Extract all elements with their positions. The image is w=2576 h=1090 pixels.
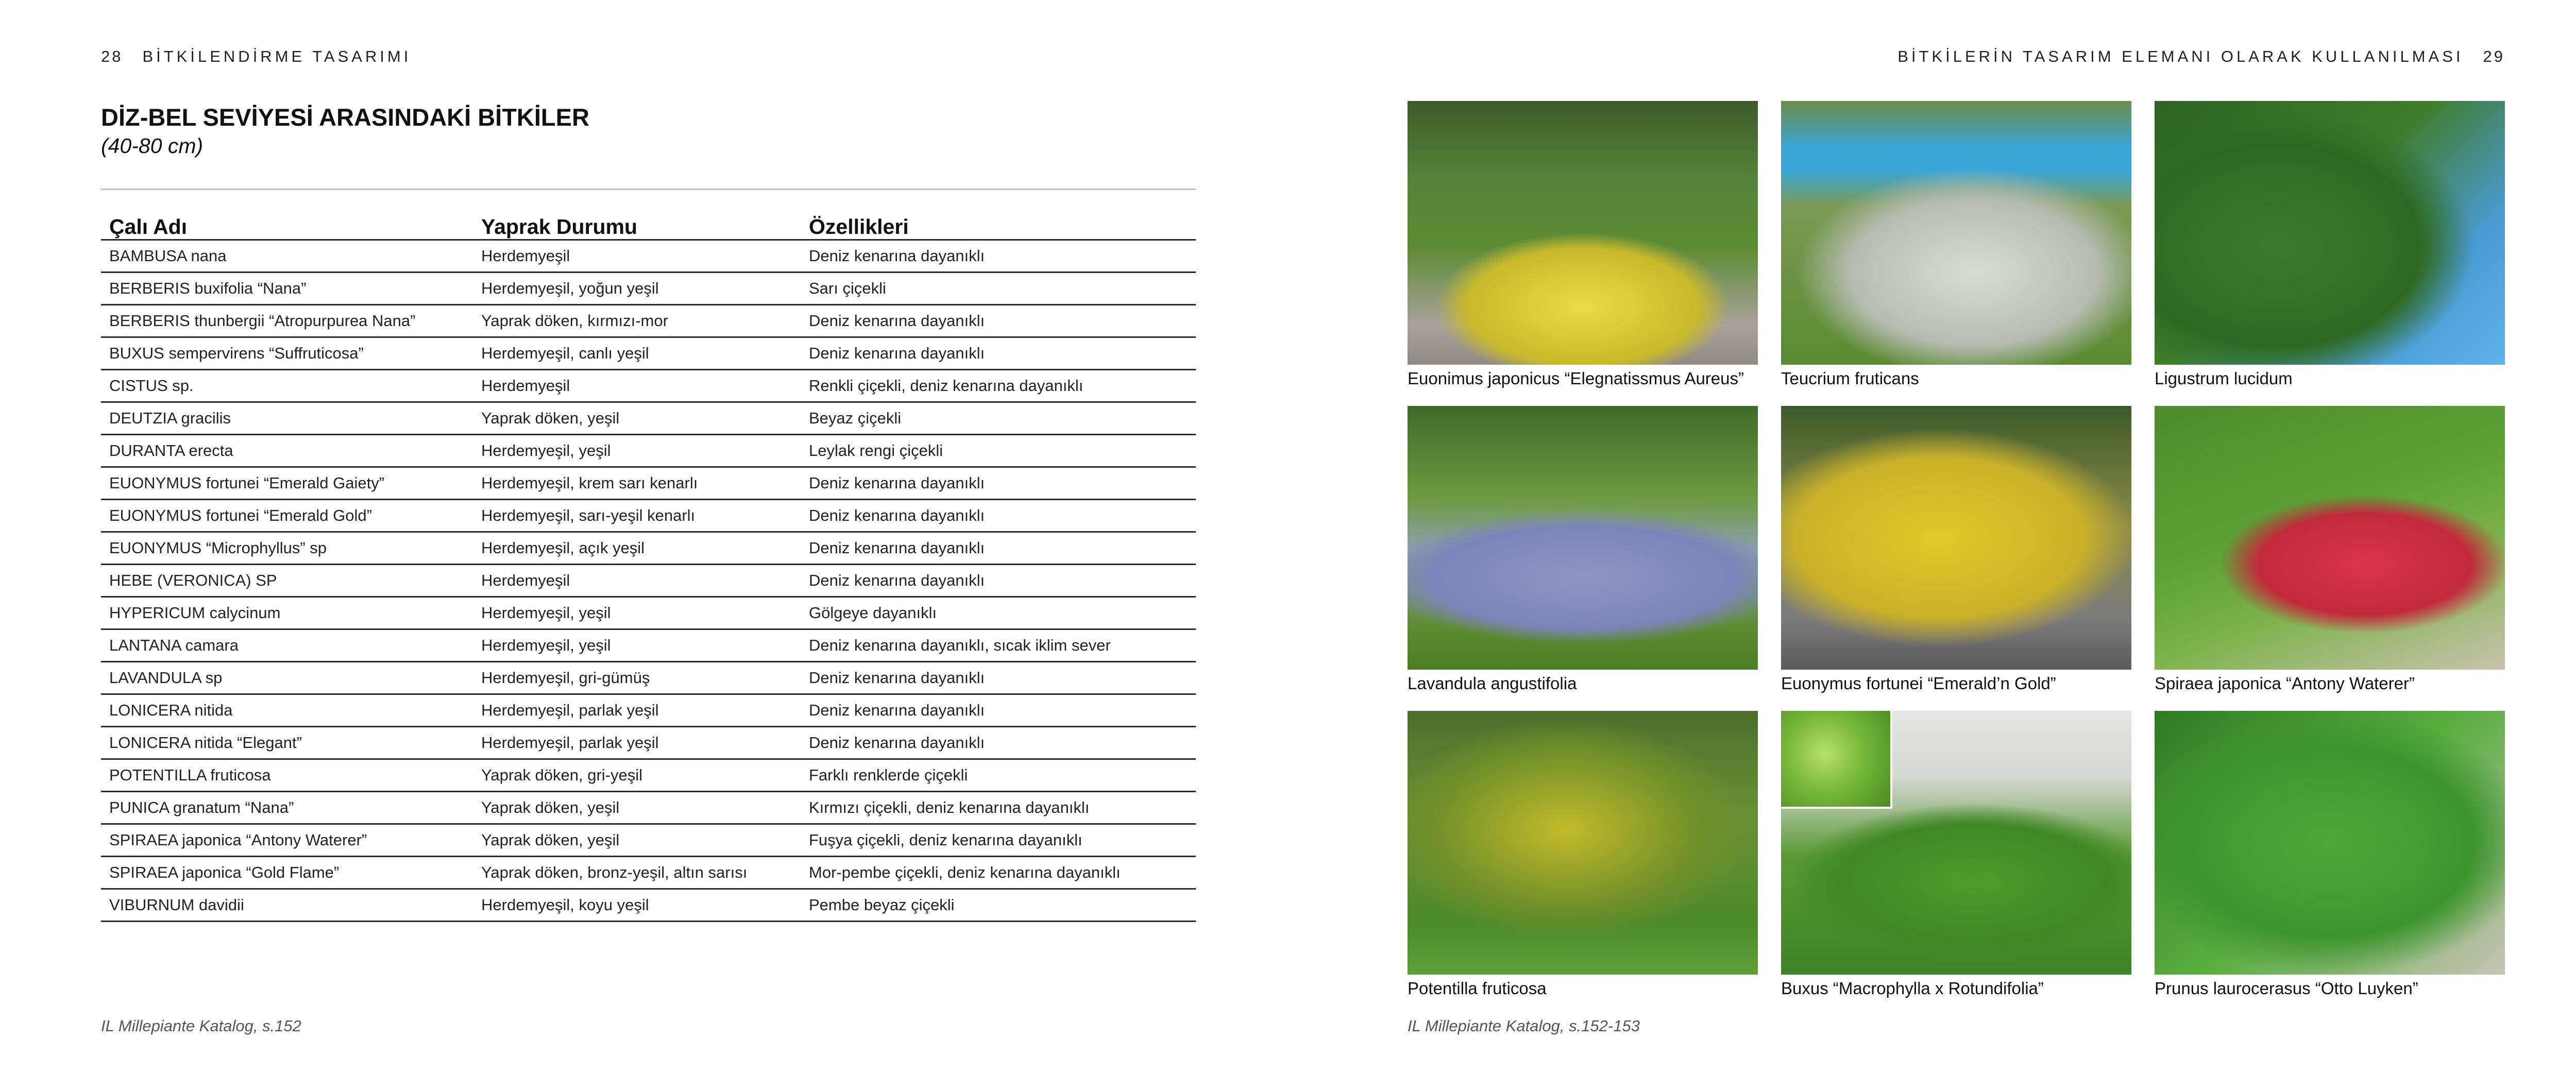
cell-leaf: Yaprak döken, gri-yeşil xyxy=(473,759,801,792)
section-title: DİZ-BEL SEVİYESİ ARASINDAKİ BİTKİLER xyxy=(101,104,589,131)
euonimus-photo xyxy=(1408,101,1758,365)
table-row xyxy=(101,727,1196,759)
table-row xyxy=(101,565,1196,597)
cell-features: Deniz kenarına dayanıklı xyxy=(801,240,1196,272)
title-divider xyxy=(101,189,1196,190)
photo-caption: Prunus laurocerasus “Otto Luyken” xyxy=(2155,979,2418,998)
column-header-features: Özellikleri xyxy=(801,207,1196,240)
photo-caption: Lavandula angustifolia xyxy=(1408,674,1577,693)
cell-features: Deniz kenarına dayanıklı xyxy=(801,662,1196,694)
cell-features: Farklı renklerde çiçekli xyxy=(801,759,1196,792)
buxus-photo xyxy=(1781,711,2131,975)
potentilla-photo xyxy=(1408,711,1758,975)
cell-name: VIBURNUM davidii xyxy=(101,889,473,922)
cell-leaf: Herdemyeşil, yeşil xyxy=(473,435,801,467)
cell-name: EUONYMUS fortunei “Emerald Gold” xyxy=(101,500,473,532)
table-row xyxy=(101,435,1196,467)
plant-photo-grid xyxy=(1408,101,2505,1008)
cell-name: DEUTZIA gracilis xyxy=(101,402,473,435)
photo-caption: Ligustrum lucidum xyxy=(2155,369,2293,388)
table-row xyxy=(101,500,1196,532)
running-head-left xyxy=(101,47,411,66)
cell-name: DURANTA erecta xyxy=(101,435,473,467)
table-row xyxy=(101,597,1196,629)
photo-cell xyxy=(1781,101,2131,388)
cell-leaf: Herdemyeşil xyxy=(473,565,801,597)
cell-name: EUONYMUS “Microphyllus” sp xyxy=(101,532,473,565)
table-row xyxy=(101,824,1196,857)
right-page xyxy=(1293,0,2576,1090)
cell-features: Deniz kenarına dayanıklı xyxy=(801,565,1196,597)
cell-features: Pembe beyaz çiçekli xyxy=(801,889,1196,922)
photo-cell xyxy=(2155,101,2505,388)
cell-leaf: Herdemyeşil, yeşil xyxy=(473,597,801,629)
cell-leaf: Herdemyeşil, canlı yeşil xyxy=(473,337,801,370)
table-row xyxy=(101,272,1196,305)
cell-leaf: Yaprak döken, yeşil xyxy=(473,824,801,857)
photo-caption: Teucrium fruticans xyxy=(1781,369,1919,388)
cell-features: Deniz kenarına dayanıklı xyxy=(801,467,1196,500)
table-row xyxy=(101,532,1196,565)
cell-leaf: Herdemyeşil, gri-gümüş xyxy=(473,662,801,694)
cell-name: EUONYMUS fortunei “Emerald Gaiety” xyxy=(101,467,473,500)
cell-name: SPIRAEA japonica “Gold Flame” xyxy=(101,857,473,889)
cell-features: Renkli çiçekli, deniz kenarına dayanıklı xyxy=(801,370,1196,402)
cell-features: Deniz kenarına dayanıklı xyxy=(801,500,1196,532)
cell-features: Deniz kenarına dayanıklı xyxy=(801,305,1196,337)
photo-cell xyxy=(2155,406,2505,693)
cell-features: Mor-pembe çiçekli, deniz kenarına dayanıklı xyxy=(801,857,1196,889)
table-row xyxy=(101,889,1196,922)
cell-name: BERBERIS buxifolia “Nana” xyxy=(101,272,473,305)
cell-name: HEBE (VERONICA) SP xyxy=(101,565,473,597)
cell-leaf: Yaprak döken, kırmızı-mor xyxy=(473,305,801,337)
cell-name: PUNICA granatum “Nana” xyxy=(101,792,473,824)
cell-features: Fuşya çiçekli, deniz kenarına dayanıklı xyxy=(801,824,1196,857)
cell-leaf: Yaprak döken, yeşil xyxy=(473,402,801,435)
table-row xyxy=(101,759,1196,792)
table-row xyxy=(101,792,1196,824)
column-header-name: Çalı Adı xyxy=(101,207,473,240)
table-row xyxy=(101,240,1196,272)
running-head-left-text: BİTKİLENDİRME TASARIMI xyxy=(142,47,412,65)
cell-name: BAMBUSA nana xyxy=(101,240,473,272)
cell-leaf: Herdemyeşil, yeşil xyxy=(473,629,801,662)
lavandula-photo xyxy=(1408,406,1758,670)
cell-leaf: Herdemyeşil xyxy=(473,370,801,402)
cell-name: LAVANDULA sp xyxy=(101,662,473,694)
table-row xyxy=(101,402,1196,435)
cell-features: Deniz kenarına dayanıklı xyxy=(801,532,1196,565)
cell-leaf: Herdemyeşil xyxy=(473,240,801,272)
cell-features: Deniz kenarına dayanıklı xyxy=(801,727,1196,759)
cell-name: BERBERIS thunbergii “Atropurpurea Nana” xyxy=(101,305,473,337)
photo-caption: Euonimus japonicus “Elegnatissmus Aureus” xyxy=(1408,369,1744,388)
table-row xyxy=(101,662,1196,694)
cell-leaf: Herdemyeşil, açık yeşil xyxy=(473,532,801,565)
cell-leaf: Herdemyeşil, koyu yeşil xyxy=(473,889,801,922)
table-row xyxy=(101,857,1196,889)
cell-name: POTENTILLA fruticosa xyxy=(101,759,473,792)
cell-features: Gölgeye dayanıklı xyxy=(801,597,1196,629)
photo-cell xyxy=(1781,711,2131,998)
page-number-right: 29 xyxy=(2483,47,2505,65)
cell-name: CISTUS sp. xyxy=(101,370,473,402)
photo-caption: Potentilla fruticosa xyxy=(1408,979,1547,998)
photo-cell xyxy=(1408,406,1758,693)
source-note-right: IL Millepiante Katalog, s.152-153 xyxy=(1408,1017,1640,1035)
page-number-left: 28 xyxy=(101,47,123,65)
cell-features: Leylak rengi çiçekli xyxy=(801,435,1196,467)
spiraea-photo xyxy=(2155,406,2505,670)
cell-leaf: Herdemyeşil, yoğun yeşil xyxy=(473,272,801,305)
cell-leaf: Herdemyeşil, krem sarı kenarlı xyxy=(473,467,801,500)
buxus-leaf-inset xyxy=(1781,711,1892,809)
cell-name: SPIRAEA japonica “Antony Waterer” xyxy=(101,824,473,857)
table-header-row xyxy=(101,207,1196,240)
cell-leaf: Yaprak döken, yeşil xyxy=(473,792,801,824)
table-row xyxy=(101,370,1196,402)
teucrium-photo xyxy=(1781,101,2131,365)
running-head-right xyxy=(1897,47,2505,66)
cell-name: LANTANA camara xyxy=(101,629,473,662)
cell-name: LONICERA nitida xyxy=(101,694,473,727)
cell-features: Beyaz çiçekli xyxy=(801,402,1196,435)
table-row xyxy=(101,305,1196,337)
photo-cell xyxy=(1408,101,1758,388)
cell-name: BUXUS sempervirens “Suffruticosa” xyxy=(101,337,473,370)
cell-features: Deniz kenarına dayanıklı xyxy=(801,337,1196,370)
photo-caption: Buxus “Macrophylla x Rotundifolia” xyxy=(1781,979,2044,998)
table-row xyxy=(101,337,1196,370)
cell-features: Deniz kenarına dayanıklı, sıcak iklim sever xyxy=(801,629,1196,662)
cell-name: HYPERICUM calycinum xyxy=(101,597,473,629)
photo-caption: Spiraea japonica “Antony Waterer” xyxy=(2155,674,2415,693)
photo-cell xyxy=(2155,711,2505,998)
running-head-right-text: BİTKİLERİN TASARIM ELEMANI OLARAK KULLANILMASI xyxy=(1897,47,2464,65)
cell-leaf: Herdemyeşil, sarı-yeşil kenarlı xyxy=(473,500,801,532)
column-header-leaf: Yaprak Durumu xyxy=(473,207,801,240)
euonymus-gold-photo xyxy=(1781,406,2131,670)
table-row xyxy=(101,467,1196,500)
cell-features: Sarı çiçekli xyxy=(801,272,1196,305)
section-subtitle: (40-80 cm) xyxy=(101,134,204,158)
prunus-photo xyxy=(2155,711,2505,975)
table-row xyxy=(101,694,1196,727)
source-note-left: IL Millepiante Katalog, s.152 xyxy=(101,1017,301,1035)
cell-features: Kırmızı çiçekli, deniz kenarına dayanıklı xyxy=(801,792,1196,824)
table-row xyxy=(101,629,1196,662)
ligustrum-photo xyxy=(2155,101,2505,365)
cell-features: Deniz kenarına dayanıklı xyxy=(801,694,1196,727)
cell-name: LONICERA nitida “Elegant” xyxy=(101,727,473,759)
cell-leaf: Herdemyeşil, parlak yeşil xyxy=(473,727,801,759)
photo-cell xyxy=(1781,406,2131,693)
cell-leaf: Yaprak döken, bronz-yeşil, altın sarısı xyxy=(473,857,801,889)
cell-leaf: Herdemyeşil, parlak yeşil xyxy=(473,694,801,727)
photo-caption: Euonymus fortunei “Emerald’n Gold” xyxy=(1781,674,2056,693)
shrub-table xyxy=(101,207,1196,922)
photo-cell xyxy=(1408,711,1758,998)
